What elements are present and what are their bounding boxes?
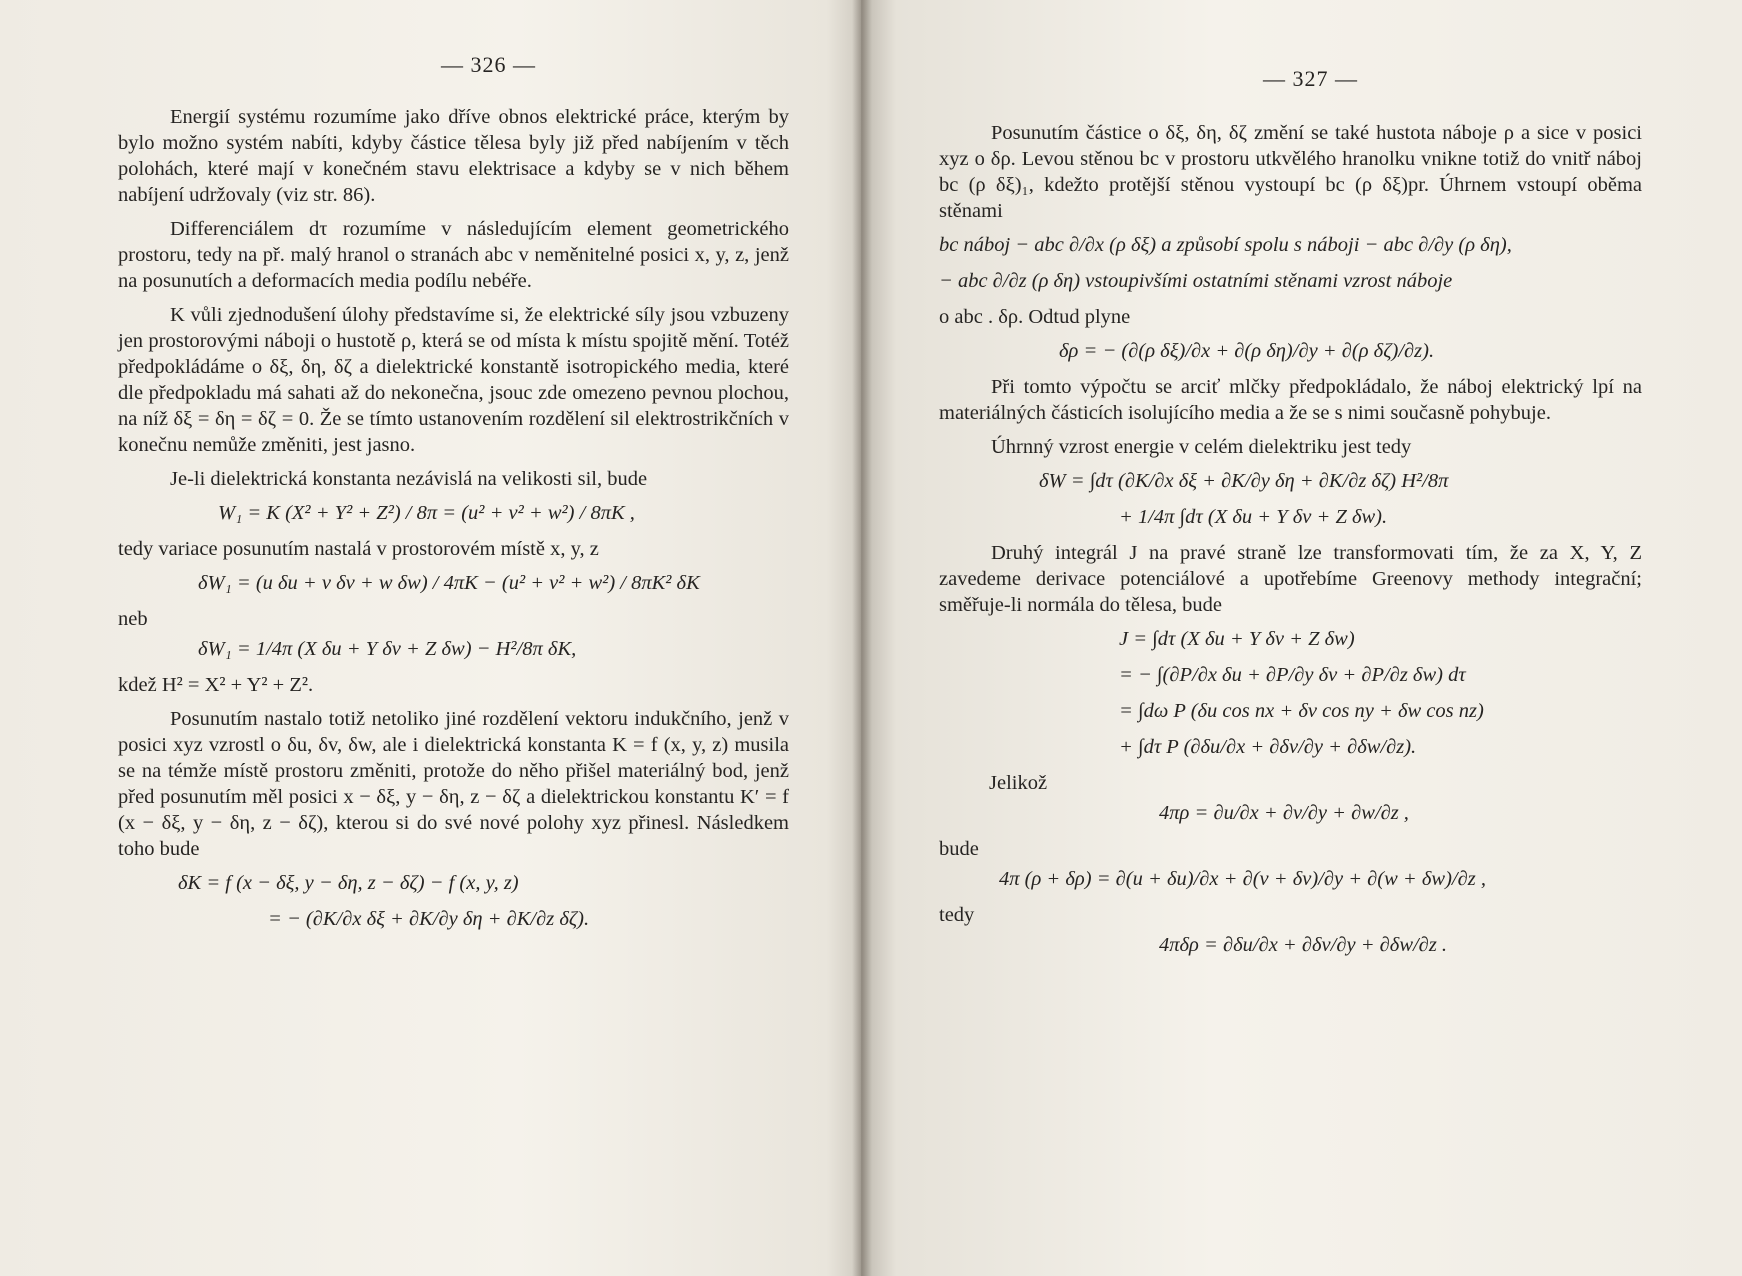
equation: = − ∫(∂P/∂x δu + ∂P/∂y δv + ∂P/∂z δw) dτ [1119,664,1466,686]
paragraph: tedy variace posunutím nastalá v prostorovém místě x, y, z [118,538,599,560]
page-number: — 327 — [1263,66,1358,91]
book-gutter [852,0,872,1276]
equation: δW₁ = (u δu + v δv + w δw) / 4πK − (u² + v² + w²) / 8πK² δK [198,572,700,594]
paragraph: o abc . δρ. Odtud plyne [939,306,1131,328]
paragraph: Je-li dielektrická konstanta nezávislá na velikosti sil, bude [170,468,648,490]
equation: 4π (ρ + δρ) = ∂(u + δu)/∂x + ∂(v + δv)/∂y + ∂(w + δw)/∂z , [999,868,1486,890]
right-page [861,0,1742,1276]
equation: δW = ∫dτ (∂K/∂x δξ + ∂K/∂y δη + ∂K/∂z δζ) H²/8π [1039,470,1449,492]
equation: = − (∂K/∂x δξ + ∂K/∂y δη + ∂K/∂z δζ). [268,908,590,930]
equation: 4πρ = ∂u/∂x + ∂v/∂y + ∂w/∂z , [1159,802,1409,824]
equation: + ∫dτ P (∂δu/∂x + ∂δv/∂y + ∂δw/∂z). [1119,736,1417,758]
equation: bc náboj − abc ∂/∂x (ρ δξ) a způsobí spolu s náboji − abc ∂/∂y (ρ δη), [939,234,1512,256]
equation: δK = f (x − δξ, y − δη, z − δζ) − f (x, y, z) [178,872,519,894]
paragraph: kdež H² = X² + Y² + Z². [118,674,314,696]
paragraph: Posunutím nastalo totiž netoliko jiné rozdělení vektoru indukčního, jenž v posici xyz vzrostl o δu, δv, δw, ale i dielektrická konstanta K = f (x, y, z) musila se na témže místě prostoru změniti, protože do něho přišel materiálný bod, jenž před posunutím měl posici x − δξ, y − δη, z − δζ a dielektrickou konstantu K′ = f (x − δξ, y − δη, z − δζ), kterou si do své nové polohy xyz přinesl. Následkem toho bude [118,708,789,860]
text-label: Jelikož [989,772,1048,794]
equation: = ∫dω P (δu cos nx + δv cos ny + δw cos nz) [1119,700,1484,722]
paragraph: Úhrnný vzrost energie v celém dielektriku jest tedy [991,436,1412,458]
paragraph: Differenciálem dτ rozumíme v následujícím element geometrického prostoru, tedy na př. malý hranol o stranách abc v neměnitelné posici x, y, z, jenž na posunutích a deformacích media podílu nebéře. [118,218,789,292]
left-page [0,0,861,1276]
equation: W₁ = K (X² + Y² + Z²) / 8π = (u² + v² + w²) / 8πK , [218,502,635,524]
equation: J = ∫dτ (X δu + Y δv + Z δw) [1119,628,1355,650]
equation: + 1/4π ∫dτ (X δu + Y δv + Z δw). [1119,506,1388,528]
paragraph: Energií systému rozumíme jako dříve obnos elektrické práce, kterým by bylo možno systém nabíti, kdyby částice tělesa byly již před nabíjením v těch polohách, které mají v konečném stavu elektrisace a kdyby se v nich během nabíjení udržovaly (viz str. 86). [118,106,789,206]
page-number: — 326 — [441,52,536,77]
paragraph: Při tomto výpočtu se arciť mlčky předpokládalo, že náboj elektrický lpí na materiálných částicích isolujícího media a že se s nimi současně pohybuje. [939,376,1642,424]
equation: − abc ∂/∂z (ρ δη) vstoupivšími ostatními stěnami vzrost náboje [939,270,1453,292]
paragraph: Druhý integrál J na pravé straně lze transformovati tím, že za X, Y, Z zavedeme derivace potenciálové a upotřebíme Greenovy methody integrační; směřuje-li normála do tělesa, bude [939,542,1642,616]
text-label: neb [118,608,148,630]
text-label: tedy [939,904,975,926]
text-label: bude [939,838,979,860]
equation: 4πδρ = ∂δu/∂x + ∂δv/∂y + ∂δw/∂z . [1159,934,1448,956]
equation: δW₁ = 1/4π (X δu + Y δv + Z δw) − H²/8π δK, [198,638,577,660]
paragraph: Posunutím částice o δξ, δη, δζ změní se také hustota náboje ρ a sice v posici xyz o δρ. Levou stěnou bc v prostoru utkvělého hranolku vnikne totiž do vnitř náboj bc (ρ δξ)₁, kdežto protější stěnou vystoupí bc (ρ δξ)pr. Úhrnem vstoupí oběma stěnami [939,122,1642,222]
equation: δρ = − (∂(ρ δξ)/∂x + ∂(ρ δη)/∂y + ∂(ρ δζ)/∂z). [1059,340,1435,362]
paragraph: K vůli zjednodušení úlohy představíme si, že elektrické síly jsou vzbuzeny jen prostorovými náboji o hustotě ρ, která se od místa k místu spojitě mění. Totéž předpokládáme o δξ, δη, δζ a dielektrické konstantě isotropického media, které dle předpokladu má sahati až do nekonečna, jsouc zde omezeno pevnou plochou, na níž δξ = δη = δζ = 0. Že se tímto ustanovením rozdělení sil elektrostrikčních v konečnu nemůže změniti, jest jasno. [118,304,789,456]
